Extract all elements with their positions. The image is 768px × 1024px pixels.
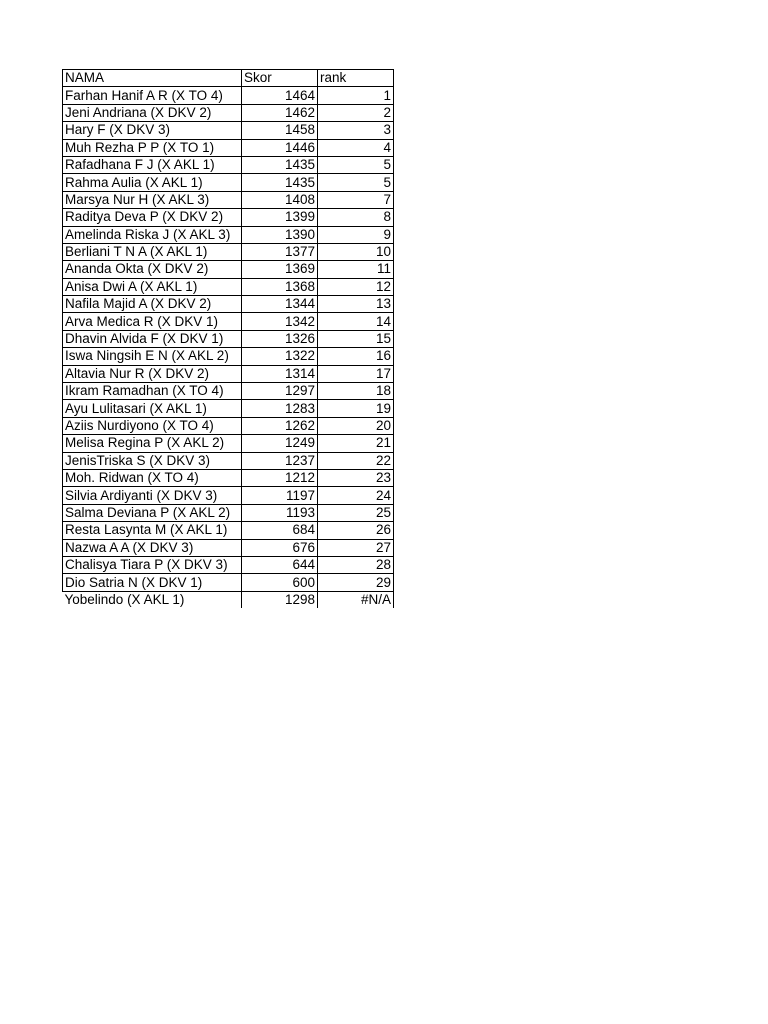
cell-rank: 2 <box>318 104 394 121</box>
cell-nama: Ananda Okta (X DKV 2) <box>63 261 242 278</box>
cell-skor: 1297 <box>242 383 318 400</box>
cell-skor: 684 <box>242 522 318 539</box>
cell-nama: Ikram Ramadhan (X TO 4) <box>63 383 242 400</box>
cell-rank: 29 <box>318 574 394 591</box>
table-row <box>63 261 394 278</box>
cell-skor: 1369 <box>242 261 318 278</box>
table-row <box>63 469 394 486</box>
table-row <box>63 400 394 417</box>
cell-nama: Melisa Regina P (X AKL 2) <box>63 435 242 452</box>
score-table <box>62 69 394 608</box>
cell-rank: 16 <box>318 348 394 365</box>
table-row <box>63 104 394 121</box>
table-row <box>63 156 394 173</box>
cell-rank: 1 <box>318 87 394 104</box>
cell-rank: 27 <box>318 539 394 556</box>
cell-nama: Hary F (X DKV 3) <box>63 122 242 139</box>
cell-rank: #N/A <box>318 591 394 608</box>
table-row <box>63 487 394 504</box>
table-row <box>63 504 394 521</box>
cell-nama: Iswa Ningsih E N (X AKL 2) <box>63 348 242 365</box>
cell-nama: Arva Medica R (X DKV 1) <box>63 313 242 330</box>
table-row <box>63 330 394 347</box>
cell-skor: 1446 <box>242 139 318 156</box>
cell-skor: 600 <box>242 574 318 591</box>
cell-nama: Marsya Nur H (X AKL 3) <box>63 191 242 208</box>
table-row <box>63 191 394 208</box>
cell-skor: 1249 <box>242 435 318 452</box>
cell-rank: 4 <box>318 139 394 156</box>
table-row <box>63 383 394 400</box>
cell-nama: Amelinda Riska J (X AKL 3) <box>63 226 242 243</box>
cell-skor: 1193 <box>242 504 318 521</box>
cell-rank: 3 <box>318 122 394 139</box>
cell-rank: 17 <box>318 365 394 382</box>
cell-rank: 5 <box>318 174 394 191</box>
cell-rank: 18 <box>318 383 394 400</box>
cell-rank: 7 <box>318 191 394 208</box>
cell-nama: Dio Satria N (X DKV 1) <box>63 574 242 591</box>
cell-nama: Resta Lasynta M (X AKL 1) <box>63 522 242 539</box>
cell-skor: 1298 <box>242 591 318 608</box>
cell-skor: 1458 <box>242 122 318 139</box>
table-row <box>63 539 394 556</box>
cell-skor: 1344 <box>242 296 318 313</box>
cell-rank: 13 <box>318 296 394 313</box>
cell-skor: 1237 <box>242 452 318 469</box>
cell-rank: 20 <box>318 417 394 434</box>
cell-skor: 1462 <box>242 104 318 121</box>
header-nama: NAMA <box>63 70 242 87</box>
cell-skor: 1435 <box>242 156 318 173</box>
header-skor: Skor <box>242 70 318 87</box>
table-row <box>63 574 394 591</box>
table-row <box>63 365 394 382</box>
cell-skor: 1314 <box>242 365 318 382</box>
cell-nama: Anisa Dwi A (X AKL 1) <box>63 278 242 295</box>
cell-nama: Farhan Hanif A R (X TO 4) <box>63 87 242 104</box>
table-row <box>63 348 394 365</box>
cell-nama: Berliani T N A (X AKL 1) <box>63 243 242 260</box>
table-row <box>63 522 394 539</box>
cell-skor: 1464 <box>242 87 318 104</box>
cell-rank: 23 <box>318 469 394 486</box>
cell-skor: 1377 <box>242 243 318 260</box>
score-table-body <box>63 70 394 609</box>
cell-nama: Silvia Ardiyanti (X DKV 3) <box>63 487 242 504</box>
cell-skor: 1390 <box>242 226 318 243</box>
table-row <box>63 243 394 260</box>
cell-rank: 5 <box>318 156 394 173</box>
cell-nama: Chalisya Tiara P (X DKV 3) <box>63 556 242 573</box>
cell-nama: Altavia Nur R (X DKV 2) <box>63 365 242 382</box>
cell-rank: 9 <box>318 226 394 243</box>
cell-nama: Aziis Nurdiyono (X TO 4) <box>63 417 242 434</box>
cell-nama: Jeni Andriana (X DKV 2) <box>63 104 242 121</box>
cell-skor: 1399 <box>242 209 318 226</box>
cell-rank: 28 <box>318 556 394 573</box>
cell-rank: 12 <box>318 278 394 295</box>
cell-skor: 1326 <box>242 330 318 347</box>
table-row <box>63 139 394 156</box>
header-row <box>63 70 394 87</box>
cell-nama: Ayu Lulitasari (X AKL 1) <box>63 400 242 417</box>
cell-skor: 1408 <box>242 191 318 208</box>
cell-nama: Raditya Deva P (X DKV 2) <box>63 209 242 226</box>
table-row <box>63 296 394 313</box>
cell-rank: 15 <box>318 330 394 347</box>
table-row <box>63 591 394 608</box>
cell-nama: JenisTriska S (X DKV 3) <box>63 452 242 469</box>
cell-skor: 1283 <box>242 400 318 417</box>
cell-rank: 11 <box>318 261 394 278</box>
cell-nama: Salma Deviana P (X AKL 2) <box>63 504 242 521</box>
table-row <box>63 556 394 573</box>
table-row <box>63 122 394 139</box>
cell-rank: 8 <box>318 209 394 226</box>
table-row <box>63 209 394 226</box>
cell-nama: Yobelindo (X AKL 1) <box>63 591 242 608</box>
cell-skor: 1262 <box>242 417 318 434</box>
cell-rank: 22 <box>318 452 394 469</box>
cell-rank: 19 <box>318 400 394 417</box>
table-row <box>63 87 394 104</box>
cell-skor: 644 <box>242 556 318 573</box>
table-row <box>63 226 394 243</box>
cell-nama: Rafadhana F J (X AKL 1) <box>63 156 242 173</box>
table-row <box>63 452 394 469</box>
table-row <box>63 417 394 434</box>
cell-nama: Muh Rezha P P (X TO 1) <box>63 139 242 156</box>
cell-skor: 1197 <box>242 487 318 504</box>
cell-rank: 21 <box>318 435 394 452</box>
table-row <box>63 174 394 191</box>
cell-nama: Moh. Ridwan (X TO 4) <box>63 469 242 486</box>
cell-nama: Nafila Majid A (X DKV 2) <box>63 296 242 313</box>
cell-rank: 24 <box>318 487 394 504</box>
cell-skor: 676 <box>242 539 318 556</box>
cell-skor: 1212 <box>242 469 318 486</box>
cell-skor: 1322 <box>242 348 318 365</box>
cell-nama: Rahma Aulia (X AKL 1) <box>63 174 242 191</box>
cell-rank: 26 <box>318 522 394 539</box>
table-row <box>63 435 394 452</box>
cell-rank: 10 <box>318 243 394 260</box>
cell-nama: Nazwa A A (X DKV 3) <box>63 539 242 556</box>
cell-rank: 14 <box>318 313 394 330</box>
header-rank: rank <box>318 70 394 87</box>
table-row <box>63 313 394 330</box>
cell-skor: 1435 <box>242 174 318 191</box>
table-row <box>63 278 394 295</box>
cell-skor: 1368 <box>242 278 318 295</box>
cell-nama: Dhavin Alvida F (X DKV 1) <box>63 330 242 347</box>
cell-skor: 1342 <box>242 313 318 330</box>
cell-rank: 25 <box>318 504 394 521</box>
